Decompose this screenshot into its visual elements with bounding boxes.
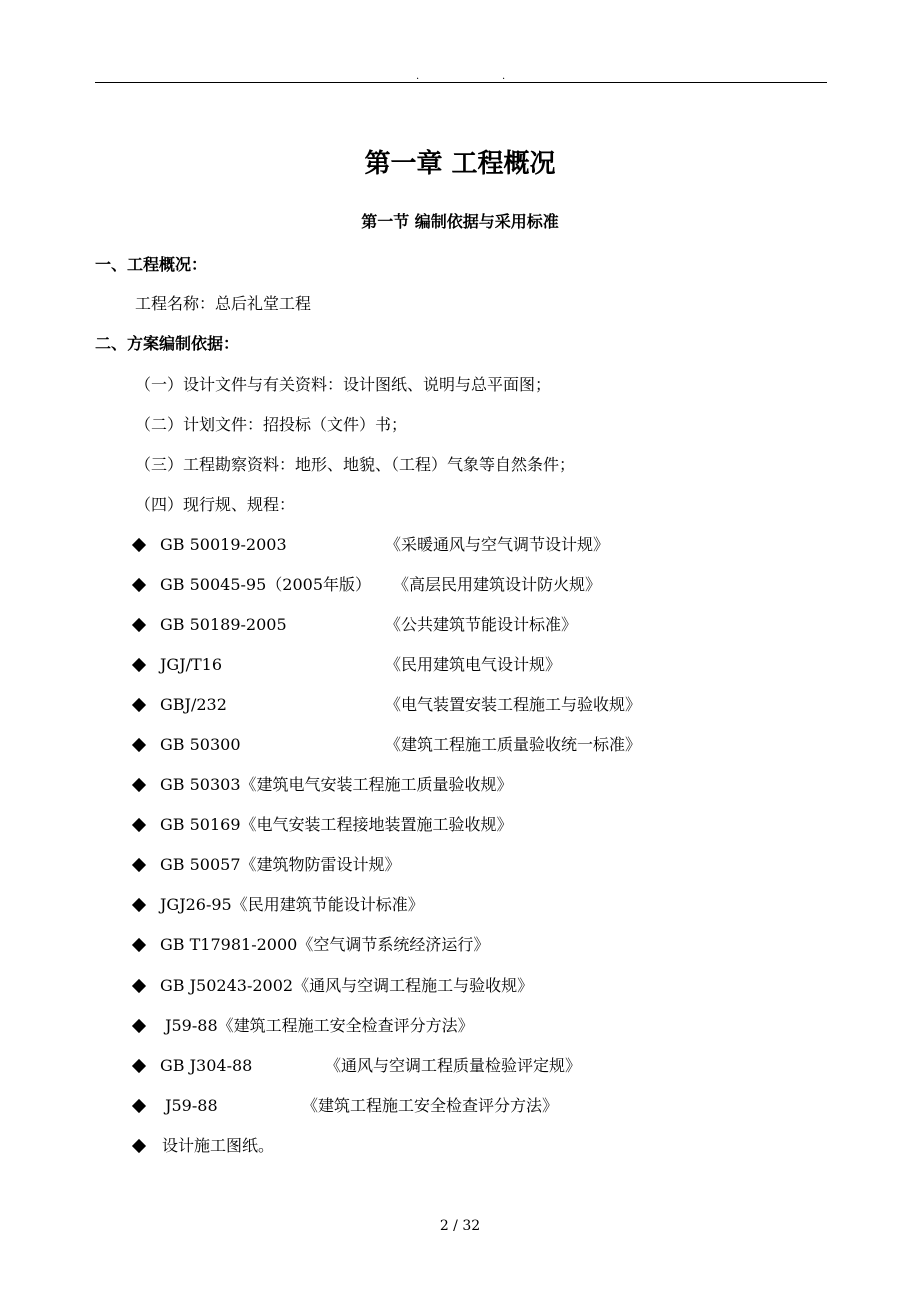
standard-code: GB 50169《电气安装工程接地装置施工验收规》 (160, 815, 513, 834)
diamond-bullet-icon (132, 658, 146, 672)
header-dot: . (502, 71, 506, 82)
standard-title: 《民用建筑电气设计规》 (385, 655, 562, 674)
basis-item: （一）设计文件与有关资料：设计图纸、说明与总平面图； (135, 375, 552, 394)
standard-item (130, 933, 490, 957)
standard-title: 《建筑工程施工质量验收统一标准》 (385, 735, 642, 754)
standard-title: 《公共建筑节能设计标准》 (385, 615, 578, 634)
diamond-bullet-icon (132, 738, 146, 752)
diamond-bullet-icon (132, 1099, 146, 1113)
diamond-bullet-icon (132, 778, 146, 792)
standard-title: 《电气装置安装工程施工与验收规》 (385, 695, 642, 714)
standard-item (130, 1134, 275, 1158)
diamond-bullet-icon (132, 1059, 146, 1073)
standard-item (130, 1094, 559, 1118)
standard-code: 设计施工图纸。 (162, 1136, 275, 1155)
standard-code: GB 50057《建筑物防雷设计规》 (160, 855, 401, 874)
basis-item: （三）工程勘察资料：地形、地貌、（工程）气象等自然条件； (135, 455, 576, 474)
diamond-bullet-icon (132, 858, 146, 872)
standard-code: JGJ/T16 (160, 655, 223, 674)
standard-code: GBJ/232 (160, 695, 227, 714)
standard-item (130, 613, 578, 637)
page-number: 2 / 32 (439, 1218, 481, 1234)
diamond-bullet-icon (132, 1139, 146, 1153)
basis-item: （二）计划文件：招投标（文件）书； (135, 415, 408, 434)
standard-item (130, 893, 424, 917)
standard-code: GB 50303《建筑电气安装工程施工质量验收规》 (160, 775, 513, 794)
standard-code: GB J304-88 (160, 1056, 253, 1075)
standard-code: GB J50243-2002《通风与空调工程施工与验收规》 (160, 976, 534, 995)
standard-code: GB 50019-2003 (160, 535, 287, 554)
standard-code: GB 50189-2005 (160, 615, 287, 634)
standard-code: J59-88 (160, 1096, 218, 1115)
diamond-bullet-icon (132, 698, 146, 712)
section-title: 第一节 编制依据与采用标准 (361, 212, 559, 231)
header-dot: . (416, 71, 420, 82)
chapter-title: 第一章 工程概况 (364, 149, 556, 179)
basis-item: （四）现行规、规程： (135, 495, 296, 514)
standard-item (130, 813, 513, 837)
header-rule (95, 82, 827, 83)
standard-item (130, 533, 610, 557)
diamond-bullet-icon (132, 538, 146, 552)
part1-heading: 一、工程概况： (95, 255, 208, 274)
standard-item (130, 733, 642, 757)
standard-item (130, 773, 513, 797)
standard-title: 《通风与空调工程质量检验评定规》 (325, 1056, 582, 1075)
standard-code: JGJ26-95《民用建筑节能设计标准》 (160, 895, 424, 914)
diamond-bullet-icon (132, 1019, 146, 1033)
standard-item (130, 1054, 582, 1078)
part2-heading: 二、方案编制依据： (95, 334, 240, 353)
diamond-bullet-icon (132, 938, 146, 952)
standard-item (130, 653, 562, 677)
standard-title: 《高层民用建筑设计防火规》 (393, 575, 602, 594)
diamond-bullet-icon (132, 618, 146, 632)
standard-title: 《采暖通风与空气调节设计规》 (385, 535, 610, 554)
standard-code: GB 50300 (160, 735, 241, 754)
standard-item (130, 974, 534, 998)
standard-code: GB 50045-95（2005年版） (160, 575, 372, 594)
standard-item (130, 853, 401, 877)
standard-code: J59-88《建筑工程施工安全检查评分方法》 (160, 1016, 474, 1035)
standard-title: 《建筑工程施工安全检查评分方法》 (302, 1096, 559, 1115)
standard-code: GB T17981-2000《空气调节系统经济运行》 (160, 935, 490, 954)
standard-item (130, 1014, 474, 1038)
standard-item (130, 693, 642, 717)
standard-item (130, 573, 602, 597)
diamond-bullet-icon (132, 898, 146, 912)
project-name: 工程名称：总后礼堂工程 (135, 294, 312, 313)
diamond-bullet-icon (132, 979, 146, 993)
diamond-bullet-icon (132, 578, 146, 592)
diamond-bullet-icon (132, 818, 146, 832)
